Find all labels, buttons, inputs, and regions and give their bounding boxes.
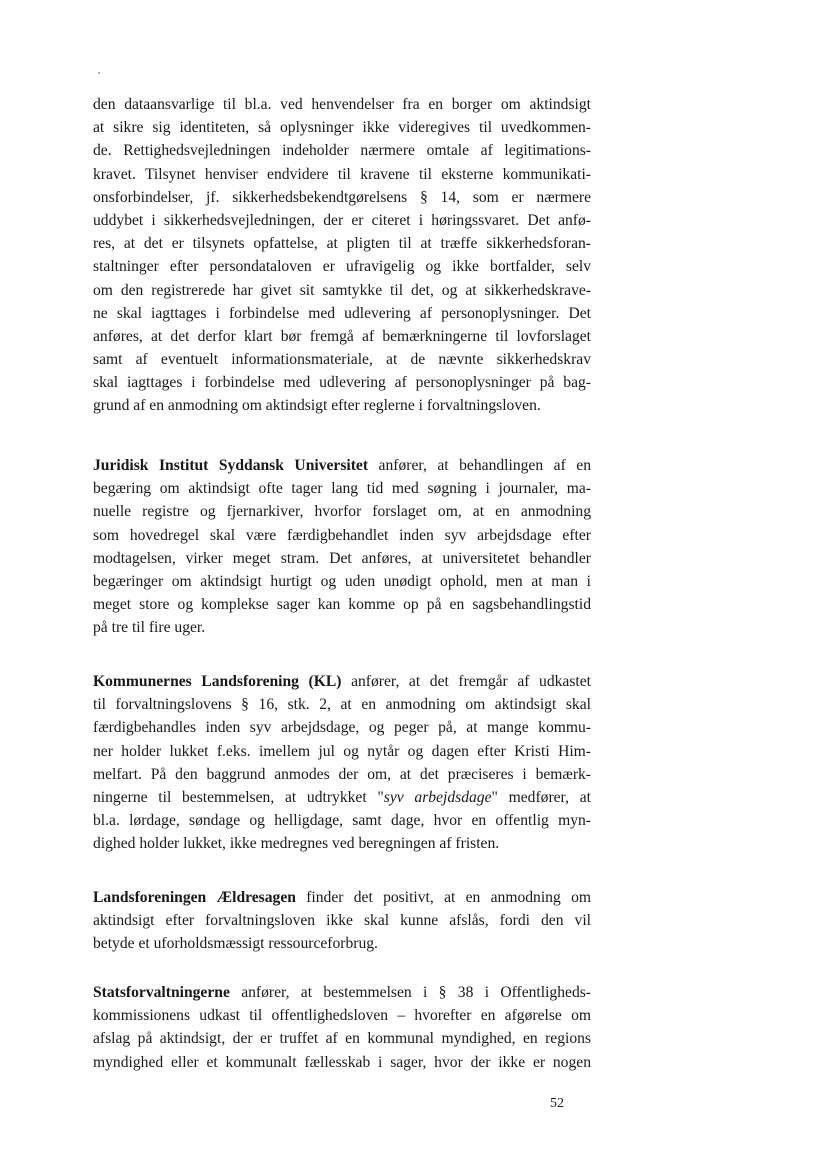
text-line: betyde et uforholdsmæssigt ressourceforbrug. — [93, 935, 378, 953]
text-line: myndighed eller et kommunalt fællesskab i sager, hvor der ikke er nogen — [93, 1053, 591, 1071]
paragraph-2 — [93, 454, 591, 640]
text-line: om den registrerede har givet sit samtykke til det, og at sikkerhedskrave- — [93, 281, 591, 299]
page-number: 52 — [550, 1096, 564, 1111]
text-line: begæring om aktindsigt ofte tager lang tid med søgning i journaler, ma- — [93, 480, 591, 498]
text-line — [93, 981, 591, 1004]
text-line: på tre til fire uger. — [93, 619, 206, 637]
text-line: ne skal iagttages i forbindelse med udlevering af personoplysninger. Det — [93, 304, 591, 322]
text-line: kommissionens udkast til offentlighedsloven – hvorefter en afgørelse om — [93, 1007, 591, 1025]
text-line: staltninger efter persondataloven er ufravigelig og ikke bortfalder, selv — [93, 258, 591, 276]
text-line: ner holder lukket f.eks. imellem jul og nytår og dagen efter Kristi Him- — [93, 742, 591, 760]
text-line: til forvaltningslovens § 16, stk. 2, at en anmodning om aktindsigt skal — [93, 696, 591, 714]
text-run: " medfører, at — [491, 788, 591, 806]
text-line: skal iagttages i forbindelse med udlevering af personoplysninger på bag- — [93, 374, 591, 392]
text-run: anfører, at behandlingen af en — [368, 457, 591, 474]
text-line: melfart. På den baggrund anmodes der om, at det præciseres i bemærk- — [93, 765, 591, 783]
text-line: de. Rettighedsvejledningen indeholder nærmere omtale af legitimations- — [93, 142, 591, 160]
text-line: kravet. Tilsynet henviser endvidere til kravene til eksterne kommunikati- — [93, 165, 591, 183]
paragraph-lead: Kommunernes Landsforening (KL) — [93, 673, 342, 690]
text-line: dighed holder lukket, ikke medregnes ved beregningen af fristen. — [93, 835, 500, 853]
paragraph-lead: Landsforeningen Ældresagen — [93, 889, 296, 906]
text-line: aktindsigt efter forvaltningsloven ikke skal kunne afslås, fordi den vil — [93, 912, 591, 930]
text-line: grund af en anmodning om aktindsigt efter reglerne i forvaltningsloven. — [93, 397, 541, 415]
text-line — [93, 670, 591, 693]
text-line: som hovedregel skal være færdigbehandlet inden syv arbejdsdage efter — [93, 526, 591, 544]
text-run: finder det positivt, at en anmodning om — [295, 889, 591, 906]
paragraph-5 — [93, 981, 591, 1074]
paragraph-4 — [93, 886, 591, 956]
italic-phrase: syv arbejdsdage — [383, 788, 492, 806]
text-line: nuelle registre og fjernarkiver, hvorfor forslaget om, at en anmodning — [93, 503, 591, 521]
text-line: uddybet i sikkerhedsvejledningen, der er citeret i høringssvaret. Det anfø- — [93, 211, 591, 229]
paragraph-lead: Statsforvaltningerne — [93, 984, 230, 1001]
paragraph-3 — [93, 670, 591, 856]
text-line: bl.a. lørdage, søndage og helligdage, samt dage, hvor en offentlig myn- — [93, 812, 591, 830]
text-line — [93, 454, 591, 477]
text-line — [93, 786, 591, 809]
paragraph-lead: Juridisk Institut Syddansk Universitet — [93, 457, 369, 474]
text-line: færdigbehandles inden syv arbejdsdage, og peger på, at mange kommu- — [93, 719, 591, 737]
text-line — [93, 886, 591, 909]
text-run: anfører, at bestemmelsen i § 38 i Offentligheds- — [229, 984, 591, 1001]
text-line: modtagelsen, virker meget stram. Det anføres, at universitetet behandler — [93, 549, 591, 567]
text-line: at sikre sig identiteten, så oplysninger ikke videregives til uvedkommen- — [93, 119, 591, 137]
paragraph-1 — [93, 93, 591, 418]
text-line: meget store og komplekse sager kan komme op på en sagsbehandlingstid — [93, 596, 591, 614]
text-line: den dataansvarlige til bl.a. ved henvendelser fra en borger om aktindsigt — [93, 96, 591, 113]
scan-speck — [98, 72, 100, 74]
text-run: ningerne til bestemmelsen, at udtrykket " — [93, 788, 384, 806]
text-line: samt af eventuelt informationsmateriale, at de nævnte sikkerhedskrav — [93, 351, 591, 369]
text-line: afslag på aktindsigt, der er truffet af en kommunal myndighed, en regions — [93, 1030, 591, 1048]
text-line: anføres, at det derfor klart bør fremgå af bemærkningerne til lovforslaget — [93, 327, 591, 345]
text-run: anfører, at det fremgår af udkastet — [341, 673, 591, 690]
text-line: res, at det er tilsynets opfattelse, at pligten til at træffe sikkerhedsforan- — [93, 235, 591, 253]
text-line: begæringer om aktindsigt hurtigt og uden unødigt ophold, men at man i — [93, 572, 591, 590]
text-line: onsforbindelser, jf. sikkerhedsbekendtgørelsens § 14, som er nærmere — [93, 188, 591, 206]
